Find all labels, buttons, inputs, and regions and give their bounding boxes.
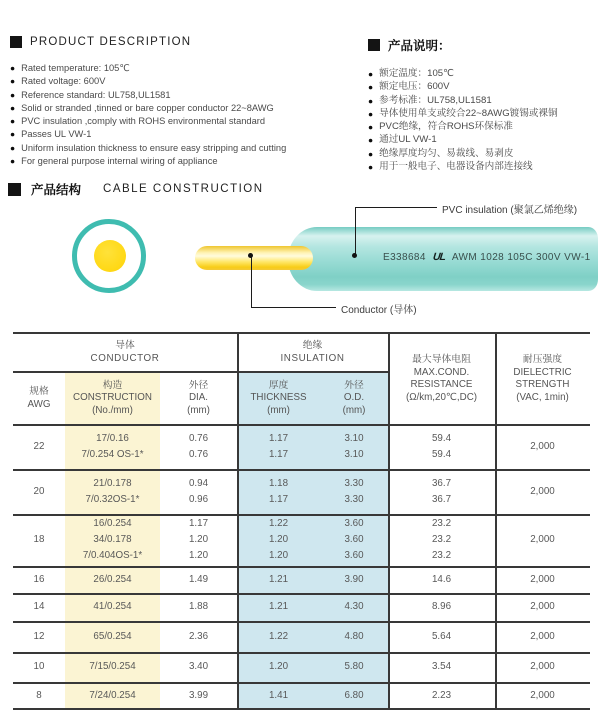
list-item: ● PVC绝缘，符合ROHS环保标准: [368, 121, 513, 133]
cell-dia: 0.94 0.96: [188, 477, 209, 505]
cell-resistance: 3.54: [431, 661, 452, 672]
cable-conductor-illustration: [195, 246, 313, 270]
table-border: [13, 371, 388, 373]
cross-section-conductor-icon: [94, 240, 126, 272]
cell-thickness: 1.21: [268, 601, 289, 612]
cell-awg: 18: [33, 534, 45, 545]
pvc-leader-line: [355, 207, 356, 256]
cell-construction: 16/0.254 34/0.178 7/0.404OS-1*: [82, 518, 143, 561]
table-row: [13, 514, 590, 566]
table-border: [13, 652, 590, 654]
bullet-icon: ●: [10, 116, 16, 127]
column-header-resistance: 最大导体电阻 MAX.COND. RESISTANCE (Ω/km,20℃,DC): [405, 354, 478, 403]
cell-od: 3.10 3.10: [344, 432, 364, 460]
list-item: ● 导体使用单支或绞合22~8AWG镀锡或裸铜: [368, 107, 558, 119]
cell-od: 3.30 3.30: [344, 477, 364, 505]
cell-resistance: 8.96: [431, 601, 452, 612]
bullet-icon: ●: [368, 108, 374, 119]
list-item: ● 绝缘厚度均匀、易裁线、易剥皮: [368, 147, 514, 159]
list-item: ● PVC insulation ,comply with ROHS environmental standard: [10, 116, 266, 127]
list-item: ● Reference standard: UL758,UL1581: [10, 89, 171, 100]
bullet-icon: ●: [10, 63, 16, 73]
cell-resistance: 23.2 23.2 23.2: [431, 518, 452, 561]
cable-construction-title-cn: 产品结构: [31, 183, 82, 197]
table-border: [237, 332, 239, 710]
conductor-leader-line: [251, 307, 336, 308]
cell-construction: 65/0.254: [93, 630, 132, 642]
cell-dielectric: 2,000: [530, 440, 555, 452]
product-description-cn-title: 产品说明：: [388, 39, 451, 53]
list-item: ● 额定温度：105℃: [368, 68, 454, 79]
product-description-cn-header: [368, 36, 558, 54]
cell-thickness: 1.22 1.20 1.20: [268, 518, 289, 561]
cell-dielectric: 2,000: [530, 661, 555, 672]
table-border: [13, 566, 590, 568]
cell-thickness: 1.20: [268, 661, 289, 672]
bullet-icon: ●: [10, 156, 16, 167]
cell-thickness: 1.17 1.17: [268, 432, 289, 460]
column-header-awg: 规格 AWG: [27, 386, 51, 410]
column-header-od: 外径 O.D. (mm): [342, 379, 366, 416]
list-item: ● 参考标准：UL758,UL1581: [368, 94, 492, 106]
cell-dielectric: 2,000: [530, 485, 555, 497]
bullet-icon: ●: [10, 142, 16, 153]
cell-dia: 3.40: [188, 661, 209, 672]
column-header-dia: 外径 DIA. (mm): [187, 379, 210, 416]
bullet-icon: ●: [10, 102, 16, 113]
list-item: ● Rated temperature: 105℃: [10, 63, 130, 73]
cell-thickness: 1.21: [268, 573, 289, 585]
table-border: [13, 514, 590, 516]
cable-marking: [383, 251, 591, 263]
product-description-header: [10, 36, 286, 48]
product-description-cn-list: [368, 68, 558, 173]
cell-awg: 8: [36, 690, 42, 701]
table-row: [13, 621, 590, 652]
cell-awg: 10: [33, 661, 45, 672]
cell-dielectric: 2,000: [530, 573, 555, 585]
column-header-thickness: 厚度 THICKNESS (mm): [250, 379, 307, 416]
cell-dia: 1.88: [188, 601, 209, 612]
table-border: [13, 424, 590, 426]
conductor-leader-line: [251, 256, 252, 307]
cell-awg: 12: [33, 630, 45, 642]
bullet-icon: ●: [368, 148, 374, 159]
table-border: [388, 332, 390, 710]
black-square-icon: [8, 183, 21, 196]
cell-dielectric: 2,000: [530, 630, 555, 642]
cell-od: 3.90: [344, 573, 364, 585]
list-item: ● 通过UL VW-1: [368, 134, 437, 146]
column-header-construction: 构造 CONSTRUCTION (No./mm): [73, 379, 152, 416]
table-border: [13, 682, 590, 684]
table-row: [13, 566, 590, 593]
pvc-insulation-label: PVC insulation (聚氯乙烯绝缘): [442, 205, 578, 216]
cell-construction: 7/24/0.254: [89, 690, 136, 701]
cell-dielectric: 2,000: [530, 690, 555, 701]
bullet-icon: ●: [368, 95, 374, 106]
table-border: [13, 621, 590, 623]
bullet-icon: ●: [368, 82, 374, 93]
bullet-icon: ●: [368, 162, 374, 173]
list-item: ● Rated voltage: 600V: [10, 76, 106, 87]
cell-resistance: 14.6: [431, 573, 452, 585]
list-item: ● Passes UL VW-1: [10, 129, 92, 140]
cell-dia: 1.49: [188, 573, 209, 585]
cell-od: 3.60 3.60 3.60: [344, 518, 364, 561]
black-square-icon: [368, 39, 380, 51]
cell-resistance: 2.23: [431, 690, 452, 701]
list-item: ● 额定电压：600V: [368, 81, 450, 93]
cable-spec-text: AWM 1028 105C 300V VW-1: [451, 251, 591, 263]
cell-construction: 7/15/0.254: [89, 661, 136, 672]
table-border: [13, 708, 590, 710]
cell-od: 5.80: [344, 661, 364, 672]
cell-resistance: 59.4 59.4: [431, 432, 452, 460]
cell-dielectric: 2,000: [530, 601, 555, 612]
insulation-group-header: 绝缘 INSULATION: [280, 340, 345, 364]
cell-thickness: 1.18 1.17: [268, 477, 289, 505]
pvc-leader-dot: [352, 253, 357, 258]
list-item: ● For general purpose internal wiring of appliance: [10, 156, 218, 167]
product-description-list: [10, 62, 286, 167]
product-description-section: [10, 36, 286, 168]
cell-construction: 21/0.178 7/0.32OS-1*: [85, 477, 140, 505]
cell-construction: 41/0.254: [93, 601, 132, 612]
bullet-icon: ●: [10, 129, 16, 140]
cell-dia: 2.36: [188, 630, 209, 642]
cell-dielectric: 2,000: [530, 534, 555, 545]
list-item: ● Solid or stranded ,tinned or bare copper conductor 22~8AWG: [10, 102, 274, 113]
list-item: ● Uniform insulation thickness to ensure easy stripping and cutting: [10, 142, 287, 153]
cell-construction: 26/0.254: [93, 573, 132, 585]
ul-recognized-mark-icon: UL: [432, 251, 446, 263]
table-row: [13, 593, 590, 621]
cell-od: 4.80: [344, 630, 364, 642]
table-border: [13, 332, 590, 334]
cell-dia: 1.17 1.20 1.20: [188, 518, 209, 561]
conductor-label: Conductor (导体): [341, 305, 417, 316]
conductor-group-header: 导体 CONDUCTOR: [90, 340, 160, 364]
bullet-icon: ●: [368, 135, 374, 146]
list-item: ● 用于一般电子、电器设备内部连接线: [368, 161, 533, 173]
cell-awg: 16: [33, 573, 45, 585]
pvc-leader-line: [355, 207, 437, 208]
table-row: [13, 682, 590, 710]
cell-construction: 17/0.16 7/0.254 OS-1*: [81, 432, 144, 460]
table-border: [495, 332, 497, 710]
black-square-icon: [10, 36, 22, 48]
cell-awg: 22: [33, 440, 45, 452]
conductor-leader-dot: [248, 253, 253, 258]
cell-od: 6.80: [344, 690, 364, 701]
cell-awg: 20: [33, 485, 45, 497]
cell-od: 4.30: [344, 601, 364, 612]
bullet-icon: ●: [368, 122, 374, 133]
table-row: [13, 469, 590, 514]
cell-thickness: 1.22: [268, 630, 289, 642]
cable-construction-header: [8, 180, 264, 198]
cell-resistance: 5.64: [431, 630, 452, 642]
cell-awg: 14: [33, 601, 45, 612]
cable-construction-title-en: CABLE CONSTRUCTION: [103, 183, 264, 195]
table-row: [13, 424, 590, 469]
bullet-icon: ●: [10, 89, 16, 100]
cell-thickness: 1.41: [268, 690, 289, 701]
cable-cert-number: E338684: [383, 251, 426, 263]
cell-dia: 0.76 0.76: [188, 432, 209, 460]
table-border: [13, 469, 590, 471]
cell-resistance: 36.7 36.7: [431, 477, 452, 505]
table-row: [13, 652, 590, 682]
column-header-dielectric: 耐压强度 DIELECTRIC STRENGTH (VAC, 1min): [513, 354, 572, 403]
bullet-icon: ●: [10, 76, 16, 87]
specification-table: [13, 332, 590, 710]
product-description-title: PRODUCT DESCRIPTION: [30, 36, 192, 48]
bullet-icon: ●: [368, 69, 374, 79]
cell-dia: 3.99: [188, 690, 209, 701]
table-border: [13, 593, 590, 595]
product-description-cn-section: [368, 36, 558, 174]
